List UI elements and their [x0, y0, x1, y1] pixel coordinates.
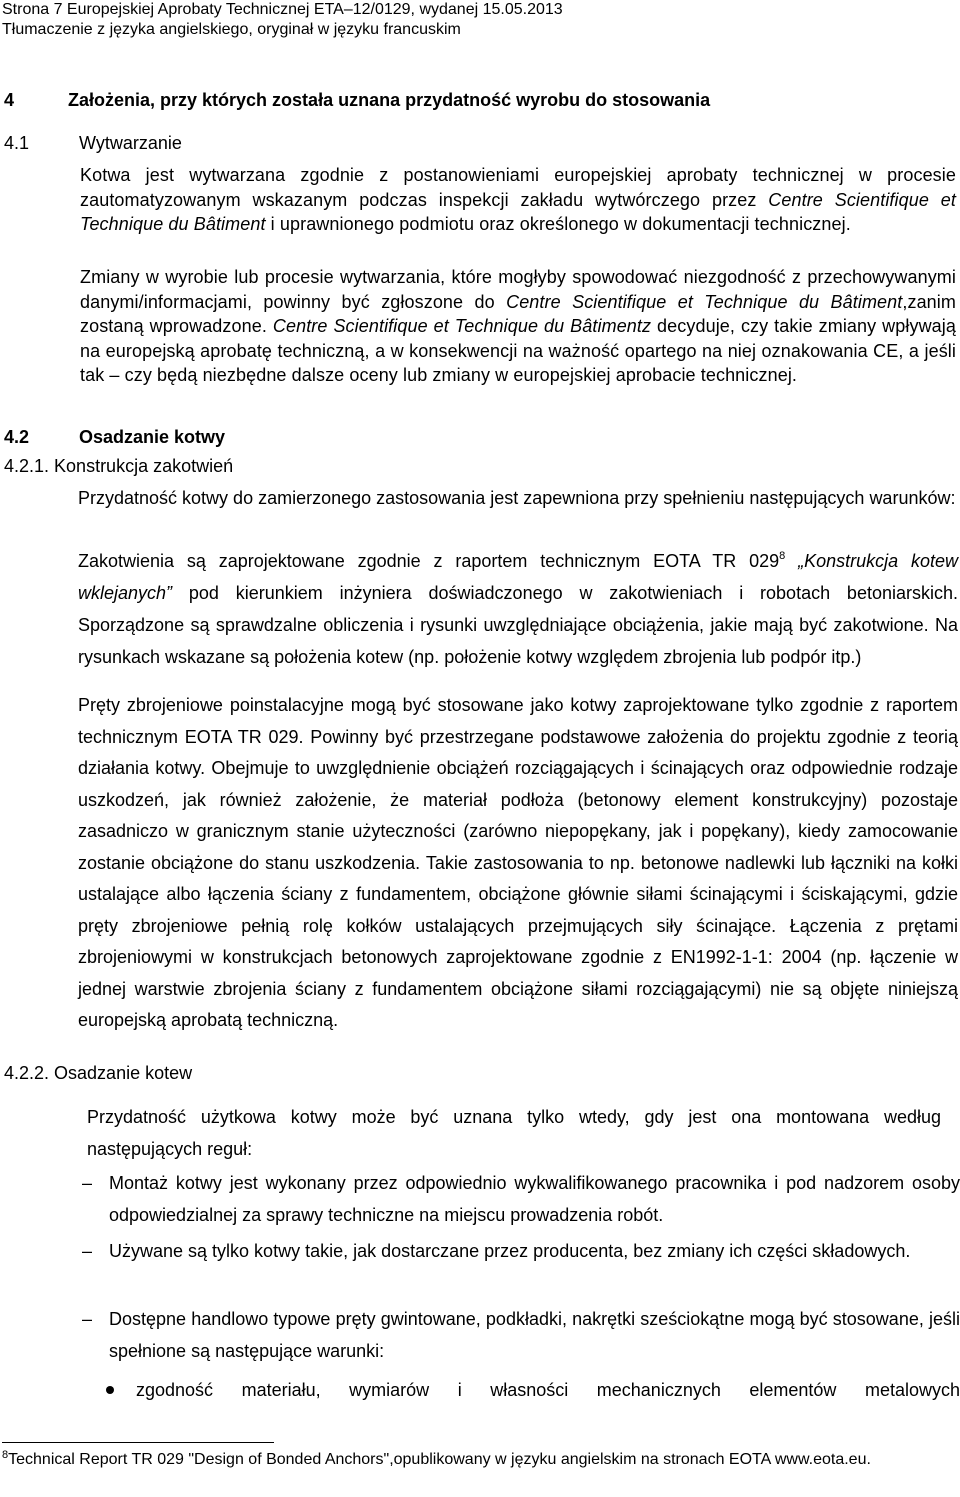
dash-marker: – [82, 1241, 93, 1261]
list-item [82, 1167, 960, 1231]
section-4-1-paragraph-1 [80, 163, 956, 237]
bullet-icon [106, 1386, 114, 1394]
section-4-2-2-heading: 4.2.2. Osadzanie kotew [4, 1063, 193, 1083]
text-run: decyduje, czy takie zmiany wpływają na europejską aprobatę techniczną, a w konsekwencji na ważność opartego na niej oznakowania CE, a jeśli tak – czy będą niezbędne dalsze oceny lub zmiany w europejskiej aprobacie technicznej. [80, 316, 957, 385]
text-run: ,zanim zostaną wprowadzone. [80, 291, 956, 336]
list-item-text: Montaż kotwy jest wykonany przez odpowiednio wykwalifikowanego pracownika i pod nadzorem osoby odpowiedzialnej za sprawy techniczne na miejscu prowadzenia robót. [109, 1173, 960, 1225]
section-4-title: Założenia, przy których została uznana przydatność wyrobu do stosowania [68, 90, 711, 110]
section-4-2-title: Osadzanie kotwy [79, 427, 226, 447]
text-run: Zmiany w wyrobie lub procesie wytwarzania, które mogłyby spowodować niezgodność z przechowywanymi danymi/informacjami, powinny być zgłoszone do [80, 267, 956, 312]
section-4-2-1-heading: 4.2.1. Konstrukcja zakotwień [4, 456, 234, 476]
section-4-number: 4 [4, 90, 15, 110]
footnote-number: 8 [2, 1449, 9, 1461]
text-run: Zakotwienia są zaprojektowane zgodnie z raportem technicznym EOTA TR 029 [78, 551, 780, 571]
list-item-text: Używane są tylko kotwy takie, jak dostarczane przez producenta, bez zmiany ich części składowych. [109, 1241, 911, 1261]
dash-marker: – [82, 1309, 93, 1329]
page-header [2, 0, 563, 40]
list-item [82, 1303, 960, 1367]
header-line-1: Strona 7 Europejskiej Aprobaty Technicznej ETA–12/0129, wydanej 15.05.2013 [2, 1, 563, 18]
section-4-heading [4, 90, 710, 111]
section-4-2-heading [4, 427, 225, 448]
footnote-reference: 8 [779, 550, 786, 562]
text-run: i uprawnionego podmiotu oraz określonego w dokumentacji technicznej. [265, 214, 851, 234]
list-item-text: Dostępne handlowo typowe pręty gwintowane, podkładki, nakrętki sześciokątne mogą być stosowane, jeśli spełnione są następujące warunki: [109, 1309, 960, 1361]
section-4-2-1-paragraph-3: Pręty zbrojeniowe poinstalacyjne mogą być stosowane jako kotwy zaprojektowane tylko zgodnie z raportem technicznym EOTA TR 029. Powinny być przestrzegane podstawowe założenia do projektu zgodnie z teorią działania kotwy. Obejmuje to uwzględnienie obciążeń rozciągających i ścinających oraz odpowiednie rodzaje uszkodzeń, jak również założenie, że materiał podłoża (betonowy element konstrukcyjny) pozostaje zasadniczo w granicznym stanie użyteczności (zarówno niepopękany, jak i popękany), kiedy zamocowanie zostanie obciążone do stanu uszkodzenia. Takie zastosowania to np. betonowe nadlewki lub łączniki na kołki ustalające albo łączenia ściany z fundamentem, obciążone głównie siłami ścinającymi i ściskającymi, gdzie pręty zbrojeniowe pełnią rolę kołków ustalających przejmujących siły ścinające. Łączenia z prętami zbrojeniowymi w konstrukcjach betonowych zaprojektowane zgodnie z EN1992-1-1: 2004 (np. łączenie w jednej warstwie zbrojenia ściany z fundamentem obciążone siłami rozciągającymi) nie są objęte niniejszą europejską aprobatą techniczną. [78, 695, 958, 1030]
footnote-separator [2, 1442, 274, 1443]
section-4-2-2-intro: Przydatność użytkowa kotwy może być uznana tylko wtedy, gdy jest ona montowana według następujących reguł: [87, 1107, 941, 1159]
section-4-1-title: Wytwarzanie [79, 133, 182, 153]
header-line-2: Tłumaczenie z języka angielskiego, oryginał w języku francuskim [2, 21, 461, 38]
institution-name: Centre Scientifique et Technique du Bâtimentz [272, 316, 652, 336]
section-4-2-1-paragraph-1: Przydatność kotwy do zamierzonego zastosowania jest zapewniona przy spełnieniu następujących warunków: [78, 488, 956, 508]
report-title: „Konstrukcja kotew wklejanych” [78, 551, 958, 603]
institution-name: Centre Scientifique et Technique du Bâtiment [80, 189, 956, 234]
institution-name: Centre Scientifique et Technique du Bâtiment [506, 291, 903, 312]
text-run: pod kierunkiem inżyniera doświadczonego w zakotwieniach i robotach betoniarskich. Sporządzone są sprawdzalne obliczenia i rysunki uwzględniające obciążenia, jakie mają być zakotwione. Na rysunkach wskazane są położenia kotew (np. położenie kotwy względem zbrojenia lub podpór itp.) [78, 583, 958, 667]
bullet-list-item [106, 1374, 960, 1406]
section-4-1-paragraph-2 [80, 265, 956, 388]
footnote [2, 1444, 952, 1471]
bullet-item-text: zgodność materiału, wymiarów i własności mechanicznych elementów metalowych [136, 1380, 960, 1400]
section-4-2-1-paragraph-2 [78, 540, 958, 673]
text-run: Kotwa jest wytwarzana zgodnie z postanowieniami europejskiej aprobaty technicznej w procesie zautomatyzowanym wskazanym podczas inspekcji zakładu wytwórczego przez [80, 165, 956, 210]
section-4-1-number: 4.1 [4, 133, 30, 153]
section-4-2-number: 4.2 [4, 427, 30, 447]
list-item [82, 1235, 960, 1267]
dash-marker: – [82, 1173, 93, 1193]
section-4-1-heading [4, 133, 182, 154]
footnote-text: Technical Report TR 029 "Design of Bonded Anchors",opublikowany w języku angielskim na stronach EOTA www.eota.eu. [8, 1451, 871, 1468]
